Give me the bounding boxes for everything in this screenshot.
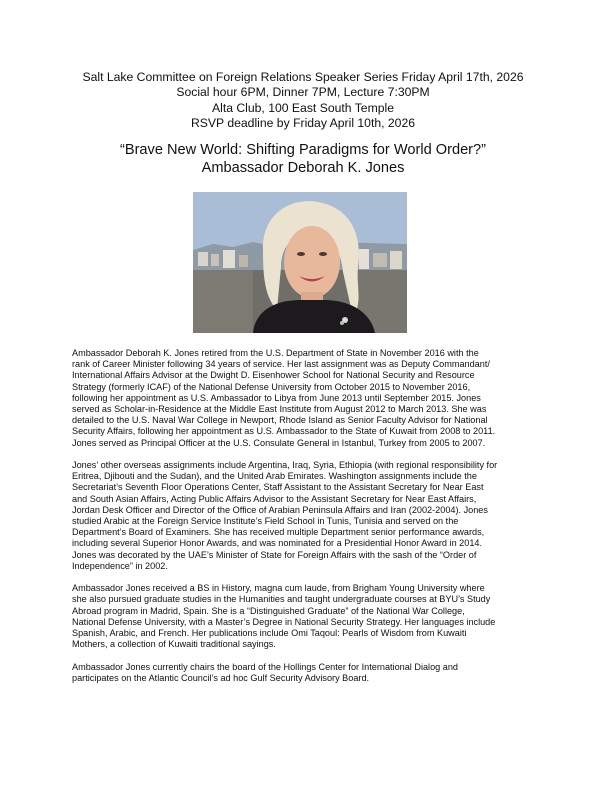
bio-line: Security Affairs, following her appointment as U.S. Ambassador to the State of Kuwait from 2008 to 2011. bbox=[72, 426, 496, 437]
bio-line: participates on the Atlantic Council’s ad hoc Gulf Security Advisory Board. bbox=[72, 672, 370, 683]
bio-line: Jones’ other overseas assignments include Argentina, Iraq, Syria, Ethiopia (with regional responsibility for bbox=[72, 460, 498, 471]
speaker-name: Ambassador Deborah K. Jones bbox=[201, 159, 405, 176]
bio-line: detailed to the U.S. Naval War College in Newport, Rhode Island as Senior Faculty Advisor for National bbox=[72, 415, 488, 426]
bio-line: Jordan Desk Officer and Director of the Office of Arabian Peninsula Affairs and Iran (2002-2004). Jones bbox=[72, 504, 488, 515]
bio-line: Ambassador Deborah K. Jones retired from the U.S. Department of State in November 2016 with the bbox=[72, 348, 479, 358]
bio-paragraph-2 bbox=[72, 460, 538, 572]
bio-paragraph-1 bbox=[72, 348, 538, 449]
bio-line: Jones was decorated by the UAE’s Minister of State for Foreign Affairs with the sash of the “Order of bbox=[72, 549, 477, 560]
speaker-biography bbox=[72, 348, 538, 695]
event-rsvp-line: RSVP deadline by Friday April 10th, 2026 bbox=[190, 116, 416, 131]
bio-line: Ambassador Jones received a BS in History, magna cum laude, from Brigham Young University where bbox=[72, 583, 485, 594]
bio-paragraph-4 bbox=[72, 662, 538, 684]
bio-line: served as Scholar-in-Residence at the Middle East Institute from August 2012 to March 2013. She was bbox=[72, 404, 487, 415]
bio-line: Spanish, Arabic, and French. Her publications include Omi Taqoul: Pearls of Wisdom from Kuwaiti bbox=[72, 628, 467, 639]
bio-line: and South Asian Affairs, Acting Public Affairs Advisor to the Assistant Secretary for Near East Affairs, bbox=[72, 493, 477, 504]
bio-line: Abroad program in Madrid, Spain. She is a “Distinguished Graduate” of the National War College, bbox=[72, 605, 465, 616]
bio-line: Jones served as Principal Officer at the U.S. Consulate General in Istanbul, Turkey from 2005 to 2007. bbox=[72, 437, 486, 448]
talk-title: “Brave New World: Shifting Paradigms for World Order?” bbox=[119, 142, 487, 158]
bio-line: following her appointment as U.S. Ambassador to Libya from June 2013 until September 2015. Jones bbox=[72, 392, 481, 403]
bio-line: International Affairs Advisor at the Dwight D. Eisenhower School for National Security and Resource bbox=[72, 370, 475, 381]
event-schedule-line: Social hour 6PM, Dinner 7PM, Lecture 7:30PM bbox=[176, 85, 430, 100]
bio-line: she also pursued graduate studies in the Humanities and taught undergraduate courses at BYU’s Study bbox=[72, 594, 491, 605]
bio-line: Secretariat’s Seventh Floor Operations Center, Staff Assistant to the Assistant Secretary for Near East bbox=[72, 482, 484, 493]
bio-line: Independence” in 2002. bbox=[72, 560, 168, 571]
bio-line: including several Superior Honor Awards, and was nominated for a Presidential Honor Award in 2014. bbox=[72, 538, 483, 549]
event-title-line: Salt Lake Committee on Foreign Relations Speaker Series Friday April 17th, 2026 bbox=[82, 70, 524, 84]
bio-line: studied Arabic at the Foreign Service Institute’s Field School in Tunis, Tunisia and served on the bbox=[72, 516, 459, 527]
bio-line: Strategy (formerly ICAF) of the National Defense University from October 2015 to November 2016, bbox=[72, 381, 471, 392]
bio-line: Ambassador Jones currently chairs the board of the Hollings Center for International Dialog and bbox=[72, 661, 458, 672]
bio-line: rank of Career Minister following 34 years of service. Her last assignment was as Deputy Commandant/ bbox=[72, 359, 490, 370]
bio-line: Department’s Board of Examiners. She has received multiple Department senior performance awards, bbox=[72, 527, 485, 538]
bio-paragraph-3 bbox=[72, 583, 538, 650]
bio-line: Mothers, a collection of Kuwaiti traditional sayings. bbox=[72, 639, 276, 650]
event-venue-line: Alta Club, 100 East South Temple bbox=[211, 100, 395, 115]
bio-line: Eritrea, Djibouti and the Sudan), and the United Arab Emirates. Washington assignments include the bbox=[72, 471, 477, 482]
event-details bbox=[0, 70, 606, 132]
bio-line: National Defense University, with a Master’s Degree in National Security Strategy. Her languages include bbox=[72, 616, 496, 627]
talk-heading bbox=[0, 142, 606, 177]
speaker-photo bbox=[193, 192, 407, 333]
